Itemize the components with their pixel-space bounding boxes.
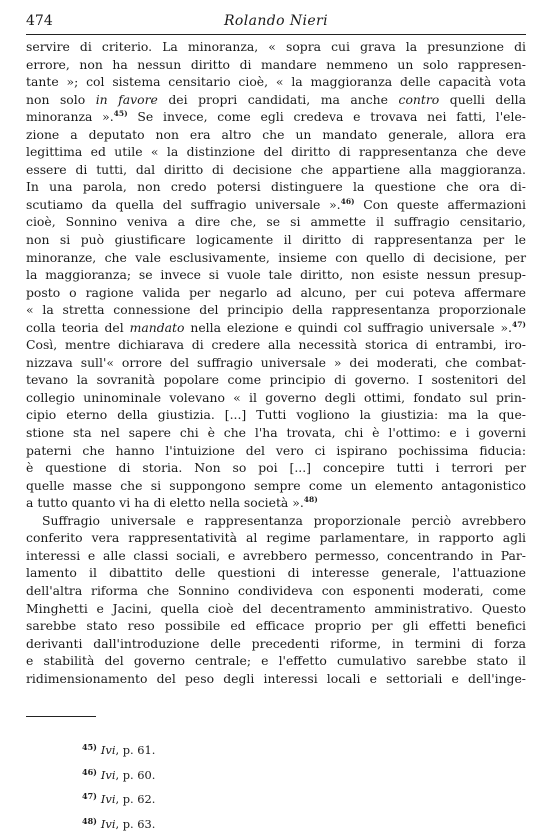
text-line: sarebbe stato reso possibile ed efficace proprio per gli effetti benefici bbox=[26, 617, 526, 635]
footnote-ref: Ivi bbox=[101, 792, 116, 806]
text-line: interessi e alle classi sociali, e avrebbero permesso, concentrando in Par- bbox=[26, 547, 526, 565]
text-line: posto o ragione valida per negarlo ad alcuno, per cui poteva affermare bbox=[26, 284, 526, 302]
footnote-page: p. 61. bbox=[123, 743, 156, 757]
text-line: minoranza ».$^{45)}$ Se invece, come egli credeva e trovava nei fatti, l'ele- bbox=[26, 108, 526, 126]
text-line: cipio eterno della giustizia. [...] Tutti vogliono la giustizia: ma la que- bbox=[26, 406, 526, 424]
footnote: $^{48)}$ Ivi, p. 63. bbox=[82, 811, 155, 835]
text-line: « la stretta connessione del principio della rappresentanza proporzionale bbox=[26, 301, 526, 319]
footnote: $^{46)}$ Ivi, p. 60. bbox=[82, 762, 155, 787]
text-line: colla teoria del mandato nella elezione e quindi col suffragio universale ».$^{47)}$ bbox=[26, 319, 526, 337]
text-line: In una parola, non credo potersi distinguere la questione che ora di- bbox=[26, 178, 526, 196]
footnote: $^{47)}$ Ivi, p. 62. bbox=[82, 786, 155, 811]
text-line: scutiamo da quella del suffragio universale ».$^{46)}$ Con queste affermazioni bbox=[26, 196, 526, 214]
text-line: e stabilità del governo centrale; e l'effetto cumulativo sarebbe stato il bbox=[26, 652, 526, 670]
text-line: nizzava sull'« orrore del suffragio universale » dei moderati, che combat- bbox=[26, 354, 526, 372]
footnote-page: p. 63. bbox=[123, 817, 156, 831]
text-line: cioè, Sonnino veniva a dire che, se si ammette il suffragio censitario, bbox=[26, 213, 526, 231]
text-line: è questione di storia. Non so poi [...] concepire tutti i terrori per bbox=[26, 459, 526, 477]
text-line: lamento il dibattito delle questioni di interesse generale, l'attuazione bbox=[26, 564, 526, 582]
footnote-ref: Ivi bbox=[101, 768, 116, 782]
text-line: collegio uninominale volevano « il governo degli ottimi, fondato sul prin- bbox=[26, 389, 526, 407]
text-line: essere di tutti, dal diritto di decisione che appartiene alla maggioranza. bbox=[26, 161, 526, 179]
footnote: $^{45)}$ Ivi, p. 61. bbox=[82, 737, 155, 762]
text-line: conferito vera rappresentatività al regime parlamentare, in rapporto agli bbox=[26, 529, 526, 547]
footnote-page: p. 62. bbox=[123, 792, 156, 806]
text-line: ridimensionamento del peso degli interessi locali e settoriali e dell'inge- bbox=[26, 670, 526, 688]
running-head: Rolando Nieri bbox=[26, 13, 526, 29]
footnote-mark: 46) bbox=[82, 767, 97, 777]
text-line: Minghetti e Jacini, quella cioè del decentramento amministrativo. Questo bbox=[26, 600, 526, 618]
text-line: tante »; col sistema censitario cioè, « la maggioranza delle capacità vota bbox=[26, 73, 526, 91]
footnote-mark: 45) bbox=[82, 742, 97, 752]
text-line: minoranze, che vale esclusivamente, insieme con quello di decisione, per bbox=[26, 249, 526, 267]
page-header bbox=[26, 12, 526, 35]
footnote-mark: 47) bbox=[82, 791, 97, 801]
text-line: la maggioranza; se invece si vuole tale diritto, non esiste nessun presup- bbox=[26, 266, 526, 284]
text-line: non si può giustificare logicamente il diritto di rappresentanza per le bbox=[26, 231, 526, 249]
page-number: 474 bbox=[26, 13, 53, 29]
footnote-page: p. 60. bbox=[123, 768, 156, 782]
text-line: servire di criterio. La minoranza, « sopra cui grava la presunzione di bbox=[26, 38, 526, 56]
footnote-mark: 48) bbox=[82, 816, 97, 826]
body-text bbox=[26, 38, 526, 687]
text-line: paterni che hanno l'intuizione del vero ci ispirano pochissima fiducia: bbox=[26, 442, 526, 460]
text-line: stione sta nel sapere chi è che l'ha trovata, chi è l'ottimo: e i governi bbox=[26, 424, 526, 442]
text-line: zione a deputato non era altro che un mandato generale, allora era bbox=[26, 126, 526, 144]
text-line: quelle masse che si suppongono sempre come un elemento antagonistico bbox=[26, 477, 526, 495]
text-line: tevano la sovranità popolare come principio di governo. I sostenitori del bbox=[26, 371, 526, 389]
text-line: Suffragio universale e rappresentanza proporzionale perciò avrebbero bbox=[26, 512, 526, 530]
text-line: a tutto quanto vi ha di eletto nella società ».$^{48)}$ bbox=[26, 494, 526, 512]
text-line: Così, mentre dichiarava di credere alla necessità storica di entrambi, iro- bbox=[26, 336, 526, 354]
text-line: non solo in favore dei propri candidati, ma anche contro quelli della bbox=[26, 91, 526, 109]
text-line: dell'altra riforma che Sonnino condivideva con esponenti moderati, come bbox=[26, 582, 526, 600]
text-line: legittima ed utile « la distinzione del diritto di rappresentanza che deve bbox=[26, 143, 526, 161]
footnotes bbox=[82, 737, 155, 835]
text-line: errore, non ha nessun diritto di mandare nemmeno un solo rappresen- bbox=[26, 56, 526, 74]
footnote-ref: Ivi bbox=[101, 743, 116, 757]
text-line: derivanti dall'introduzione delle precedenti riforme, in termini di forza bbox=[26, 635, 526, 653]
footnote-rule bbox=[26, 716, 96, 717]
footnote-ref: Ivi bbox=[101, 817, 116, 831]
